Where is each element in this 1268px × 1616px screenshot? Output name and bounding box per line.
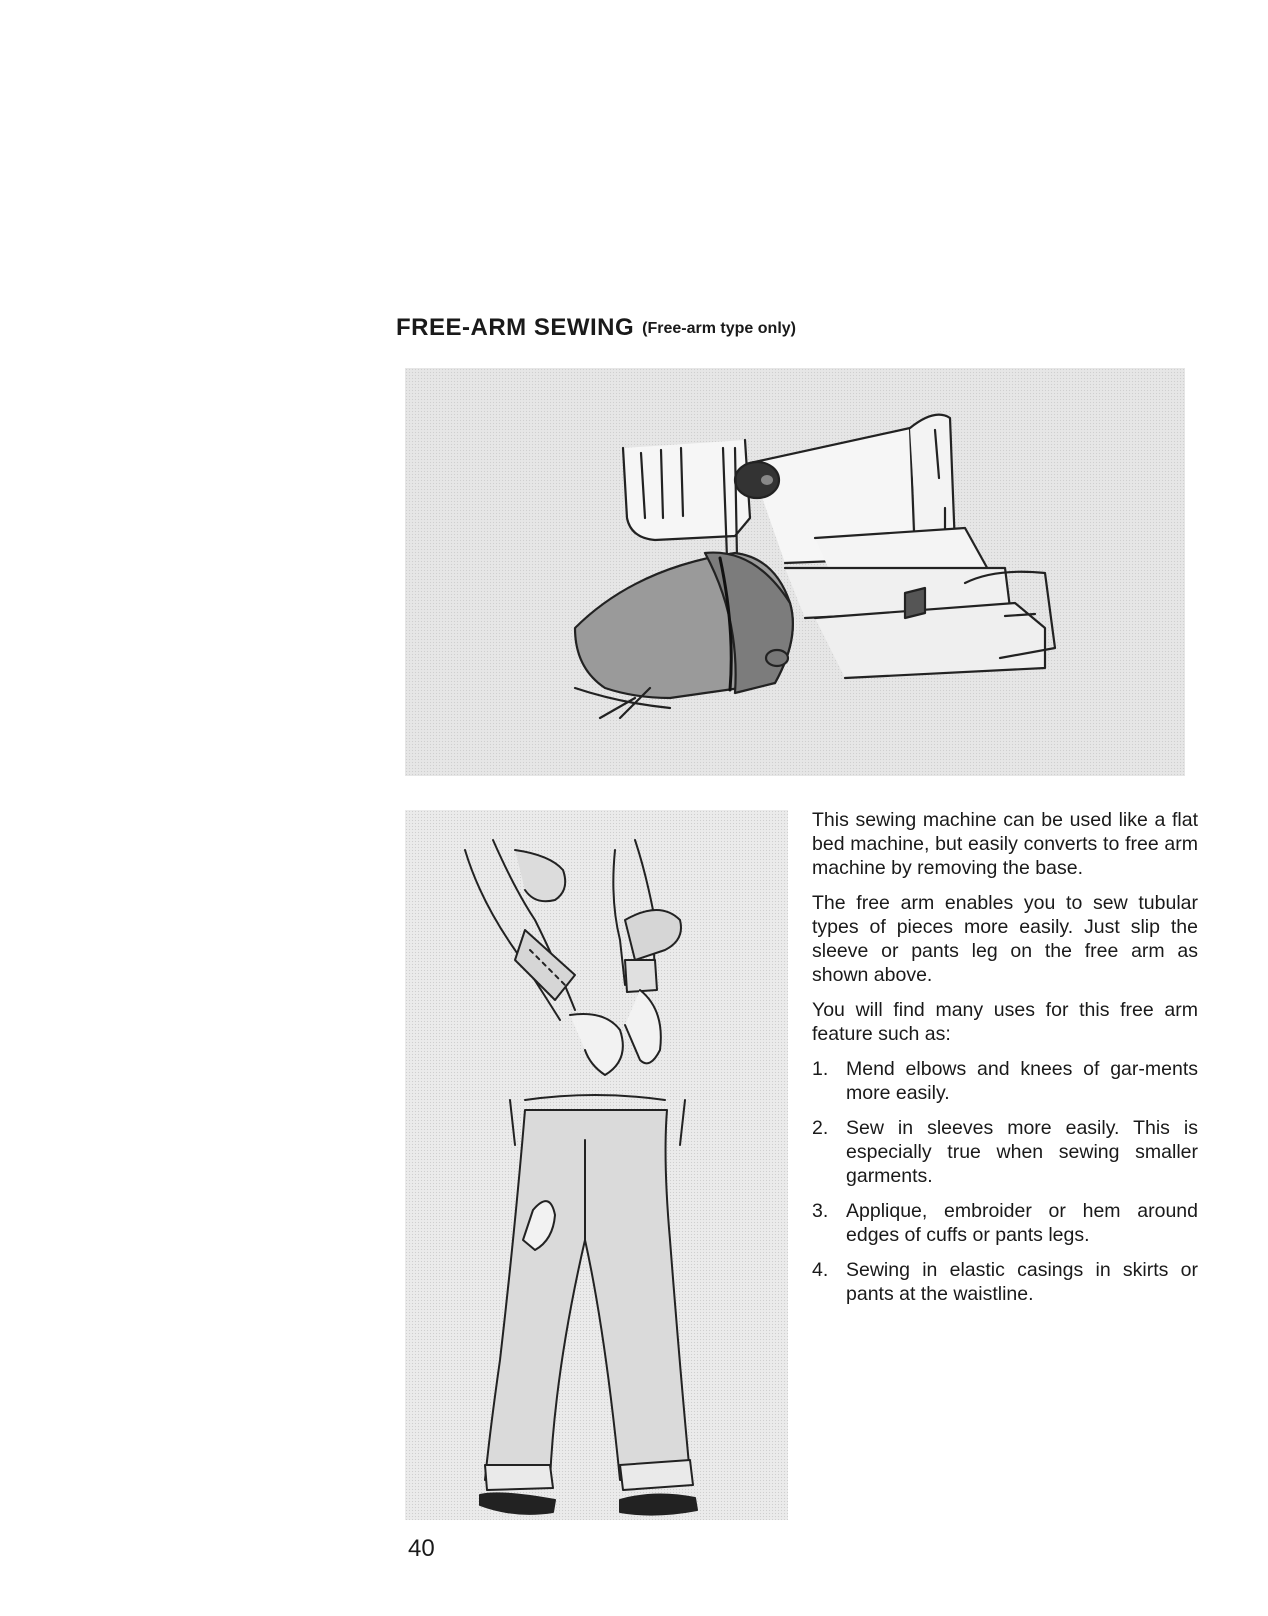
garment-usage-figure — [405, 810, 788, 1520]
free-arm-paragraph: The free arm enables you to sew tubular types of pieces more easily. Just slip the sleeve or pants leg on the free arm as shown above. — [812, 892, 1198, 986]
list-item-number: 4. — [812, 1259, 829, 1281]
list-item-number: 2. — [812, 1117, 829, 1139]
body-text — [812, 808, 1198, 1317]
page-number: 40 — [408, 1535, 435, 1562]
page-heading — [396, 306, 796, 343]
list-item-text: Mend elbows and knees of gar-ments more easily. — [846, 1058, 1198, 1104]
list-item — [812, 1258, 1198, 1306]
heading-title: FREE-ARM SEWING — [396, 314, 635, 341]
list-item-number: 3. — [812, 1200, 829, 1222]
list-item-text: Sewing in elastic casings in skirts or pants at the waistline. — [846, 1259, 1198, 1305]
uses-list — [812, 1057, 1198, 1306]
intro-paragraph: This sewing machine can be used like a flat bed machine, but easily converts to free arm machine by removing the base. — [812, 809, 1198, 879]
list-item — [812, 1199, 1198, 1247]
free-arm-machine-figure — [405, 368, 1185, 776]
list-item-text: Sew in sleeves more easily. This is especially true when sewing smaller garments. — [846, 1117, 1198, 1187]
sewing-machine-free-arm-illustration-icon — [405, 368, 1185, 776]
uses-intro-paragraph: You will find many uses for this free arm feature such as: — [812, 999, 1198, 1045]
heading-subtitle: (Free-arm type only) — [642, 320, 796, 337]
person-sleeves-and-pants-illustration-icon — [405, 810, 788, 1520]
list-item-number: 1. — [812, 1058, 829, 1080]
list-item-text: Applique, embroider or hem around edges of cuffs or pants legs. — [846, 1200, 1198, 1246]
list-item — [812, 1116, 1198, 1188]
list-item — [812, 1057, 1198, 1105]
